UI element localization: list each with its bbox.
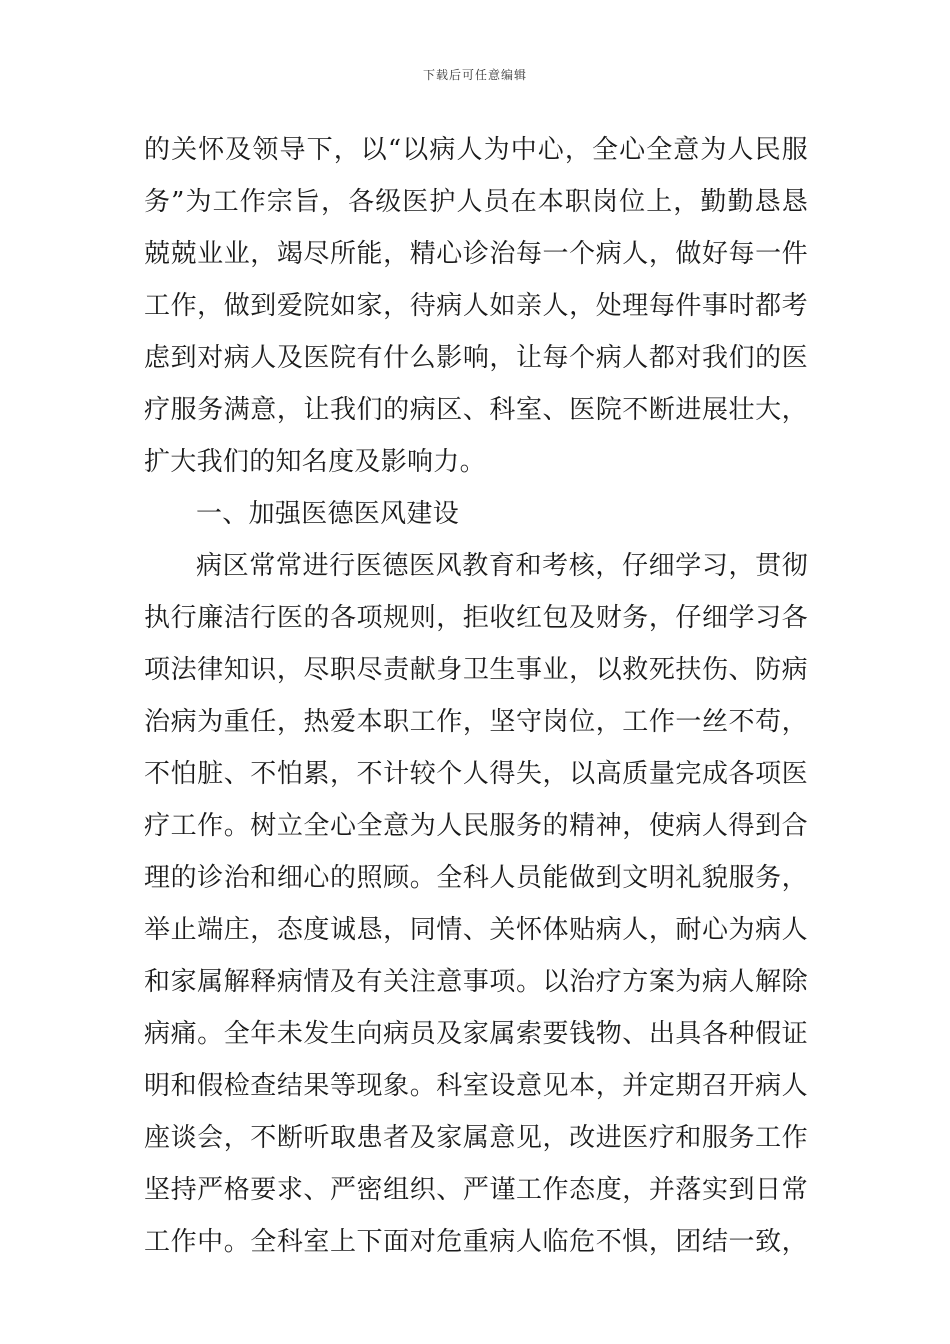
body-line: 明和假检查结果等现象。科室设意见本，并定期召开病人 — [144, 1071, 808, 1101]
body-line: 座谈会，不断听取患者及家属意见，改进医疗和服务工作 — [144, 1123, 808, 1153]
body-line: 的关怀及领导下，以“以病人为中心，全心全意为人民服 — [144, 135, 808, 165]
body-line: 坚持严格要求、严密组织、严谨工作态度，并落实到日常 — [144, 1175, 808, 1205]
body-line: 疗工作。树立全心全意为人民服务的精神，使病人得到合 — [144, 811, 808, 841]
body-line: 疗服务满意，让我们的病区、科室、医院不断进展壮大， — [144, 395, 808, 425]
body-line: 兢兢业业，竭尽所能，精心诊治每一个病人，做好每一件 — [144, 239, 808, 269]
body-line: 病区常常进行医德医风教育和考核，仔细学习，贯彻 — [196, 551, 808, 581]
section-heading: 一、加强医德医风建设 — [196, 499, 460, 529]
body-line: 工作中。全科室上下面对危重病人临危不惧，团结一致， — [144, 1227, 808, 1257]
body-line: 理的诊治和细心的照顾。全科人员能做到文明礼貌服务， — [144, 863, 808, 893]
body-line: 治病为重任，热爱本职工作，坚守岗位，工作一丝不苟， — [144, 707, 808, 737]
document-body — [144, 124, 808, 1268]
body-line: 项法律知识，尽职尽责献身卫生事业，以救死扶伤、防病 — [144, 655, 808, 685]
body-line: 扩大我们的知名度及影响力。 — [144, 447, 486, 477]
body-line: 务”为工作宗旨，各级医护人员在本职岗位上，勤勤恳恳 — [144, 187, 808, 217]
body-line: 不怕脏、不怕累，不计较个人得失，以高质量完成各项医 — [144, 759, 808, 789]
body-line: 执行廉洁行医的各项规则，拒收红包及财务，仔细学习各 — [144, 603, 808, 633]
page-header-note: 下载后可任意编辑 — [422, 68, 527, 82]
body-line: 举止端庄，态度诚恳，同情、关怀体贴病人，耐心为病人 — [144, 915, 808, 945]
body-line: 工作，做到爱院如家，待病人如亲人，处理每件事时都考 — [144, 291, 808, 321]
body-line: 和家属解释病情及有关注意事项。以治疗方案为病人解除 — [144, 967, 808, 997]
body-line: 虑到对病人及医院有什么影响，让每个病人都对我们的医 — [144, 343, 808, 373]
body-line: 病痛。全年未发生向病员及家属索要钱物、出具各种假证 — [144, 1019, 808, 1049]
